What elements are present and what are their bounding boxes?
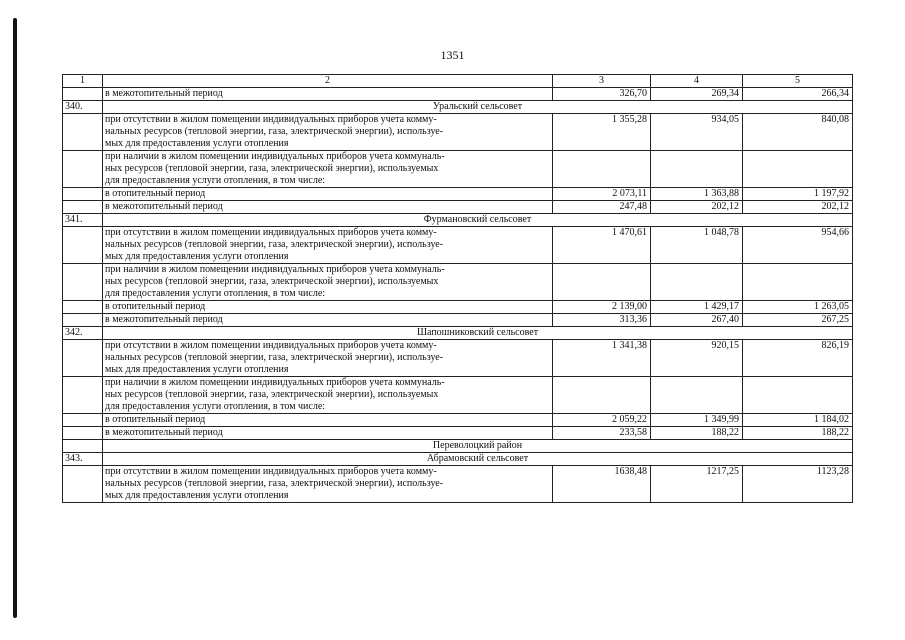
section-number: 341. — [63, 214, 103, 227]
value-col4: 267,40 — [651, 314, 743, 327]
header-row — [63, 75, 853, 88]
row-label-line: нальных ресурсов (тепловой энергии, газа, электрической энергии), используе- — [105, 239, 444, 250]
value-col5: 202,12 — [743, 201, 853, 214]
table-row — [63, 264, 853, 301]
value-col4: 1 349,99 — [651, 414, 743, 427]
section-number: 340. — [63, 101, 103, 114]
value-col4: 188,22 — [651, 427, 743, 440]
value-col4 — [651, 264, 743, 301]
row-label-line: ных ресурсов (тепловой энергии, газа, электрической энергии), используемых — [105, 163, 439, 174]
row-label: в отопительный период — [103, 301, 553, 314]
value-col5: 1123,28 — [743, 466, 853, 503]
value-col3: 2 139,00 — [553, 301, 651, 314]
row-number-cell — [63, 427, 103, 440]
table-row — [63, 188, 853, 201]
row-label-line: нальных ресурсов (тепловой энергии, газа, электрической энергии), используе- — [105, 126, 444, 137]
value-col5 — [743, 377, 853, 414]
row-label-line: мых для предоставления услуги отопления — [105, 364, 289, 375]
table-row — [63, 340, 853, 377]
value-col4: 202,12 — [651, 201, 743, 214]
value-col4: 934,05 — [651, 114, 743, 151]
row-number-cell — [63, 414, 103, 427]
value-col4: 1 363,88 — [651, 188, 743, 201]
row-label-line: при наличии в жилом помещении индивидуальных приборов учета коммуналь- — [105, 151, 445, 162]
row-label: в межотопительный период — [103, 427, 553, 440]
value-col5 — [743, 151, 853, 188]
row-label-line: при отсутствии в жилом помещении индивидуальных приборов учета комму- — [105, 466, 437, 477]
value-col3: 1 470,61 — [553, 227, 651, 264]
row-label-line: при отсутствии в жилом помещении индивидуальных приборов учета комму- — [105, 227, 437, 238]
value-col3: 1 355,28 — [553, 114, 651, 151]
value-col3: 2 059,22 — [553, 414, 651, 427]
value-col5: 840,08 — [743, 114, 853, 151]
row-label-multiline — [103, 114, 553, 151]
value-col5 — [743, 264, 853, 301]
table-row — [63, 114, 853, 151]
value-col4: 1 429,17 — [651, 301, 743, 314]
row-label: в межотопительный период — [103, 88, 553, 101]
value-col5: 267,25 — [743, 314, 853, 327]
row-label-line: нальных ресурсов (тепловой энергии, газа, электрической энергии), используе- — [105, 478, 444, 489]
row-number-cell — [63, 466, 103, 503]
header-cell-2: 2 — [103, 75, 553, 88]
row-label-line: ных ресурсов (тепловой энергии, газа, электрической энергии), используемых — [105, 276, 439, 287]
row-label-multiline — [103, 151, 553, 188]
value-col4: 1 048,78 — [651, 227, 743, 264]
value-col3: 313,36 — [553, 314, 651, 327]
value-col5: 1 263,05 — [743, 301, 853, 314]
page-number: 1351 — [440, 48, 465, 62]
row-label-multiline — [103, 227, 553, 264]
table-row — [63, 227, 853, 264]
row-label-line: при наличии в жилом помещении индивидуальных приборов учета коммуналь- — [105, 377, 445, 388]
row-number-cell — [63, 440, 103, 453]
value-col3: 1 341,38 — [553, 340, 651, 377]
row-label-line: мых для предоставления услуги отопления — [105, 138, 289, 149]
row-label-multiline — [103, 377, 553, 414]
row-label-line: при наличии в жилом помещении индивидуальных приборов учета коммуналь- — [105, 264, 445, 275]
row-label-line: при отсутствии в жилом помещении индивидуальных приборов учета комму- — [105, 114, 437, 125]
value-col5: 188,22 — [743, 427, 853, 440]
value-col3: 1638,48 — [553, 466, 651, 503]
row-label-line: мых для предоставления услуги отопления — [105, 251, 289, 262]
value-col3: 326,70 — [553, 88, 651, 101]
table-row — [63, 301, 853, 314]
value-col4: 269,34 — [651, 88, 743, 101]
section-title: Уральский сельсовет — [103, 101, 853, 114]
section-number: 342. — [63, 327, 103, 340]
header-cell-3: 3 — [553, 75, 651, 88]
scan-edge-shadow — [13, 18, 17, 618]
value-col3 — [553, 264, 651, 301]
section-header-row — [63, 453, 853, 466]
header-cell-5: 5 — [743, 75, 853, 88]
row-label-line: при отсутствии в жилом помещении индивидуальных приборов учета комму- — [105, 340, 437, 351]
table-row — [63, 314, 853, 327]
value-col5: 1 184,02 — [743, 414, 853, 427]
row-number-cell — [63, 114, 103, 151]
table-row — [63, 201, 853, 214]
section-title: Шапошниковский сельсовет — [103, 327, 853, 340]
row-label-line: для предоставления услуги отопления, в том числе: — [105, 288, 326, 299]
row-label: в отопительный период — [103, 414, 553, 427]
district-title: Переволоцкий район — [103, 440, 853, 453]
value-col3: 233,58 — [553, 427, 651, 440]
row-label: в межотопительный период — [103, 314, 553, 327]
row-number-cell — [63, 188, 103, 201]
table-row — [63, 427, 853, 440]
value-col4: 920,15 — [651, 340, 743, 377]
row-number-cell — [63, 201, 103, 214]
value-col5: 826,19 — [743, 340, 853, 377]
table-row — [63, 466, 853, 503]
row-number-cell — [63, 264, 103, 301]
row-label-multiline — [103, 264, 553, 301]
table-row — [63, 414, 853, 427]
section-number: 343. — [63, 453, 103, 466]
district-row — [63, 440, 853, 453]
section-title: Абрамовский сельсовет — [103, 453, 853, 466]
row-label-line: мых для предоставления услуги отопления — [105, 490, 289, 501]
value-col5: 266,34 — [743, 88, 853, 101]
value-col3: 247,48 — [553, 201, 651, 214]
row-label: в межотопительный период — [103, 201, 553, 214]
row-number-cell — [63, 151, 103, 188]
row-label-line: для предоставления услуги отопления, в том числе: — [105, 401, 326, 412]
row-number-cell — [63, 227, 103, 264]
section-header-row — [63, 214, 853, 227]
value-col5: 1 197,92 — [743, 188, 853, 201]
section-header-row — [63, 101, 853, 114]
row-label-multiline — [103, 340, 553, 377]
row-label-line: ных ресурсов (тепловой энергии, газа, электрической энергии), используемых — [105, 389, 439, 400]
value-col4: 1217,25 — [651, 466, 743, 503]
section-title: Фурмановский сельсовет — [103, 214, 853, 227]
row-number-cell — [63, 377, 103, 414]
header-cell-4: 4 — [651, 75, 743, 88]
table-row — [63, 377, 853, 414]
section-header-row — [63, 327, 853, 340]
row-label-line: нальных ресурсов (тепловой энергии, газа, электрической энергии), используе- — [105, 352, 444, 363]
row-number-cell — [63, 340, 103, 377]
value-col4 — [651, 377, 743, 414]
row-label-multiline — [103, 466, 553, 503]
value-col3: 2 073,11 — [553, 188, 651, 201]
value-col4 — [651, 151, 743, 188]
table-row — [63, 151, 853, 188]
value-col3 — [553, 151, 651, 188]
value-col3 — [553, 377, 651, 414]
header-cell-1: 1 — [63, 75, 103, 88]
tariff-table — [62, 74, 853, 503]
row-number-cell — [63, 314, 103, 327]
row-label: в отопительный период — [103, 188, 553, 201]
value-col5: 954,66 — [743, 227, 853, 264]
table-row — [63, 88, 853, 101]
row-number-cell — [63, 301, 103, 314]
row-label-line: для предоставления услуги отопления, в том числе: — [105, 175, 326, 186]
